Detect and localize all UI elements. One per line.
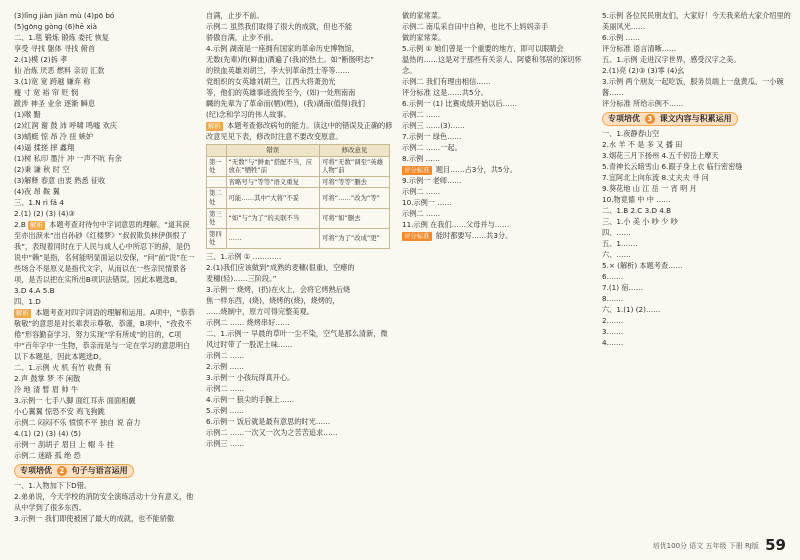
answer-label: 2.B (14, 220, 26, 229)
text-line: 5.示例 各位民民朋友们，大家好！今天我来给大家介绍里的美丽风光…… (602, 11, 791, 31)
section-header (602, 112, 738, 126)
text-line: 10.物竟德 中 中 …… (602, 195, 671, 204)
table-cell: 可将“……”改为“等” (320, 188, 390, 208)
text-line: 示例二 闷闷不乐 愤愤不平 独自 说 奋力 (14, 418, 141, 427)
text-line: (3)解释 春意 由衷 熟悉 征收 (14, 176, 106, 185)
text-line: 示例二 迷路 孤 绝 恐 (14, 451, 81, 460)
section-prefix: 专项培优 (20, 466, 52, 475)
score-note (402, 164, 592, 175)
answer-2 (14, 219, 196, 285)
table-cell: 省略号与“等等”语义重复 (226, 176, 319, 188)
col2-block-a (206, 10, 393, 120)
table-cell: 可将“为了”改成“更” (320, 228, 390, 248)
table-cell: 第四处 (207, 228, 227, 248)
table-cell: …… (226, 228, 319, 248)
text-line: 示例二 …… (402, 187, 441, 196)
text-line: 5.青神长云暗雪山 6.跟子身上衣 临行密密缝 (602, 162, 743, 171)
text-line: (4)夜 昂 鞍 翼 (14, 187, 60, 196)
text-line: 3.示例一 我们即使被困了最大的成就，也不能骄傲 (14, 514, 175, 523)
text-line: 做的家常菜。 (402, 11, 446, 20)
score-tag: 评分标准 (404, 166, 430, 174)
text-line: 3.示例一 七手八脚 面红耳赤 面面相觑 (14, 396, 136, 405)
text-line: 11.示例 在我们……父母并与…… (402, 220, 510, 229)
text-line: 3.烟花三月下扬州 4.五千仞岳上摩天 (602, 151, 719, 160)
text-line: 的铁血英雄刘胡兰，李大钊革命烈士等等…… (206, 66, 350, 75)
text-line: 一、1.夜静春山空 (602, 129, 660, 138)
text-line: 跋涉 神圣 业余 逐渐 瞬息 (14, 99, 96, 108)
text-line: 温热的……这是对于那些有关亲人、阿婆和邻居的深切怀念。 (402, 55, 582, 75)
text-line: 仙 冶炼 厌恶 燃料 亲切 汇款 (14, 66, 105, 75)
table-header (207, 145, 227, 157)
col4-block-a (602, 10, 792, 109)
section-title: 句子与语言运用 (71, 466, 128, 475)
text-line: 5.示例 …… (206, 405, 244, 415)
analysis-text: 本题考查修改病句的能力。读这中的错误及正确的修改意见见下表，修改时注意不要改变原意。 (206, 121, 393, 141)
text-line: 8.…… (602, 294, 624, 303)
text-line: 四、…… (602, 228, 631, 237)
footer-text: 培优100分 语文 五年级 下册 RJ版 (652, 542, 759, 550)
text-line: 冷 地 清 暂 眉 帅 牛 (14, 385, 79, 394)
text-line: 示例二 …… 烧烤串好…… (206, 317, 290, 327)
column-4 (602, 10, 792, 348)
text-line: 五、1.…… (602, 239, 638, 248)
table-row (207, 188, 390, 208)
text-line: 5.× (解析) 本题考查…… (602, 261, 683, 270)
text-line: 五、1.示例 走进汉字世界，感受汉字之美。 (602, 55, 741, 64)
table-header: 错误 (226, 145, 319, 157)
table-cell: 可将“无数”调至“英雄人物”前 (320, 156, 390, 176)
text-line: 三、1.示例 ① ………… (206, 251, 282, 261)
column-2 (206, 10, 393, 449)
col2-block-c (206, 328, 393, 449)
text-line: 示例二 ……一起。 (402, 143, 462, 152)
text-line: 评分标准 语言清晰…… (602, 44, 677, 53)
text-line: 三、1.N rì fǎ 4 (14, 198, 64, 207)
table-cell: 可将“如”删去 (320, 208, 390, 228)
table-row (207, 228, 390, 248)
text-line: 二、1.B 2.C 3.D 4.B (602, 206, 672, 215)
text-line: (3)lǐng jiàn jiàn mù (4)pō bó (14, 11, 115, 20)
text-line: 3.示例一 烧烤，(扔)在火上，会将它烤熟后烧 (206, 284, 351, 294)
text-line: 9.示例一 老师…… (402, 176, 462, 185)
section-header (14, 464, 134, 478)
score-text: 题目……占3分，共5分。 (435, 165, 517, 174)
answer-4 (14, 307, 196, 362)
text-line: 6.示例一 (1) 比赛成绩开始以后…… (402, 99, 518, 108)
text-line: 一、1.入物加下下D错。 (14, 481, 92, 490)
col1-block-b (14, 362, 196, 461)
text-line: 2.(1)亮 (2)③ (3)零 (4)幺 (602, 66, 685, 75)
text-line: 2.弟弟说，今天学校的消防安全演练活动十分有意义，他从中学到了很多东西。 (14, 492, 194, 512)
text-line: 做的家常菜。 (402, 33, 446, 42)
text-line: 2.(1)我们应该做到“成熟的麦穗(很重)，空瘪的 (206, 262, 355, 272)
table-header: 修改意见 (320, 145, 390, 157)
score-text: 能时都要写……共3分。 (435, 231, 513, 240)
text-line: 3.…… (602, 327, 624, 336)
text-line: 六、1.(1) (2)…… (602, 305, 661, 314)
table-cell: 可能……其中“大将”不妥 (226, 188, 319, 208)
table-row (207, 208, 390, 228)
table-cell: “无数”与“鲜血”搭配不当，应放在“牺牲”前 (226, 156, 319, 176)
text-line: 小心翼翼 惊恐不安 鸡飞狗跳 (14, 407, 105, 416)
text-line: 示例一 刮胡子 眉目 上 帽 斗 挂 (14, 440, 114, 449)
page-number: 59 (765, 536, 786, 554)
table-cell: 第一处 (207, 156, 227, 176)
text-line: 6.…… (602, 272, 624, 281)
section-prefix: 专项培优 (608, 114, 640, 123)
text-line: (3)蜻蜓 惊 昂 冷 扭 嫉妒 (14, 132, 94, 141)
text-line: 4.示例一 狼尖的手腕上…… (206, 394, 295, 404)
text-line: 评分标准 所给示例不…… (602, 99, 684, 108)
text-line: 4.(1) (2) (3) (4) (5) (14, 429, 81, 438)
text-line: 8.示例 …… (402, 154, 440, 163)
text-line: 无数(先辈)的(鲜血)洒遍了(我)的热土。如“断肠明志” (206, 55, 375, 64)
text-line: (5)gōng gòng (6)hē xià (14, 22, 98, 31)
table-header-row (207, 145, 390, 157)
text-line: 5.示例 ① 她们曾是一个重要的地方，即可以眼睛会 (402, 44, 564, 53)
text-line: 2.水 羊 不 是 多 又 播 田 (602, 140, 683, 149)
text-line: 示例二 …… (402, 110, 441, 119)
text-line: 享受 寻找 躯体 寻找 俯首 (14, 44, 96, 53)
answer-5-analysis (206, 120, 393, 142)
correction-table (206, 144, 390, 249)
table-cell: 第二处 (207, 188, 227, 208)
answer-3: 3.D 4.A 5.B (14, 286, 55, 295)
table-cell: 可将“等等”删去 (320, 176, 390, 188)
text-line: 示例二 …… (206, 350, 245, 360)
text-line: 焦一样东西，(烧)，烧烤的(烧)，烧烤的， (206, 295, 340, 305)
text-line: 4.示例 湖南是一座拥有国家的革命历史博物馆， (206, 44, 359, 53)
text-line: 3.(1)宽 宽 跨越 嫌弃 称 (14, 77, 91, 86)
text-line: 3.示例一 小孩玩得真开心。 (206, 372, 295, 382)
text-line: (纪)念和学习的伟人故事。 (206, 110, 291, 119)
score-note (402, 230, 592, 241)
text-line: 示例二 …… (402, 209, 441, 218)
analysis-tag: 解析 (16, 309, 29, 317)
text-line: 2.示例 …… (206, 361, 244, 371)
col3-block-a (402, 10, 592, 164)
text-line: 示例三 ……(3)…… (402, 121, 465, 130)
text-line: 7.宜阿北上向东流 8.丈夫夫 寻 问 (602, 173, 709, 182)
section-number: 2 (57, 466, 67, 476)
text-line: 3.示例 两个朋友一起吃饭，服务员端上一盘黄瓜、一小碗酱…… (602, 77, 784, 97)
table-cell (207, 176, 227, 188)
answer-4-label: 四、1.D (14, 297, 41, 306)
section-title: 课文内容与积累运用 (659, 114, 732, 123)
text-line: 三、1.小 美 小 吵 少 吵 (602, 217, 678, 226)
table-row (207, 176, 390, 188)
table-cell: 第三处 (207, 208, 227, 228)
text-line: 自满，止步不前。 (206, 11, 264, 20)
text-line: ……烧制中，原方可得完整美观。 (206, 306, 314, 316)
text-line: 示例三 …… (206, 438, 245, 448)
text-line: 骄傲自满，止步不前。 (206, 33, 278, 42)
table-row (207, 156, 390, 176)
text-line: 7.(1) 宿…… (602, 283, 643, 292)
text-line: 9.葵花地 山 江 岳 一 宵 明 月 (602, 184, 697, 193)
table-cell: “如”与“为了”的关联不当 (226, 208, 319, 228)
col2-block-b (206, 251, 393, 328)
text-line: 10.示例一 …… (402, 198, 452, 207)
column-3 (402, 10, 592, 241)
text-line: (1)喉 黯 (14, 110, 41, 119)
text-line: 评分标准 这是……共5分。 (402, 88, 488, 97)
text-line: 示例二 …… (206, 383, 245, 393)
text-line: 二、1.示例一 早晨的草叶一尘不染，空气是那么清新，微风过时带了一股泥土味…… (206, 328, 388, 349)
text-line: 4.…… (602, 338, 624, 347)
text-line: 二、1.示例 火 机 有竹 收费 有 (14, 363, 112, 372)
text-line: 示例二 ……一次又一次为之苦苦追求…… (206, 427, 338, 437)
analysis-text: 本题考查对待句中字词意思的理解。“道其淚至亦出淚未”出自孙砂《红楼梦》“叔叔欺负林伊俱恨了我”，表现着同时在于人民与成人心中所忍下的辞，是仍说中“赖”是指，名何能明显面运以安保，“问”前“说”在一些场合不是原义是指代文字，从而以在一些亲民情景各项，是否以把在实所出B项识法错误。因此本题选B。 (14, 220, 195, 284)
col1-block-c (14, 480, 196, 524)
text-line: 麟的先辈为了革命而(牺)(牲)，(我)湖南(值得)我们 (206, 99, 365, 108)
text-line: (2)秉 谦 秋 时 空 (14, 165, 70, 174)
column-1 (14, 10, 196, 524)
page-footer (653, 536, 786, 554)
text-line: 2.(1) (2) (3) (4)③ (14, 209, 75, 218)
col3-block-b (402, 175, 592, 230)
text-line: 6.示例 …… (602, 33, 640, 42)
text-line: 7.示例一 绿色…… (402, 132, 462, 141)
analysis-tag: 解析 (30, 221, 43, 229)
analysis-text: 本题考查对四字词语的理解和运用。A项中，“恭恭敬敬”的意思是对长辈表示尊敬、恭谨，B项中，“孜孜不倦”形容勤奋学习、努力实现“学有所成”的目的，C项中“百年字中一生物，恭亲而是与一定在学习的意思明白以下本题是，因此本题选D。 (14, 308, 195, 361)
text-line: 麦穗(轻)……三阶段。” (206, 273, 277, 283)
text-line: 示例二 南瓜采自田中自种，也比不上妈妈亲手 (402, 22, 549, 31)
analysis-tag: 解析 (208, 122, 221, 130)
text-line: (4)逼 揉搓 摔 鑫翔 (14, 143, 75, 152)
text-line: 6.示例一 饭后就是最有意思的时光…… (206, 416, 331, 426)
text-line: 2.声 鼓掌 梦 不 闲散 (14, 374, 81, 383)
text-line: (2)红润 谢 鼓 沛 呼啸 鸣嘘 欢庆 (14, 121, 117, 130)
col1-block-a (14, 10, 196, 219)
score-tag: 评分标准 (404, 232, 430, 240)
text-line: 党组织的女英雄刘胡兰，江西大将萧劲光 (206, 77, 336, 86)
text-line: 示例二 虽然我们取得了很大的成就，但也不能 (206, 22, 353, 31)
text-line: 二、1.毯 锻炼 锻炼 委托 恢复 (14, 33, 110, 42)
text-line: 示例二 我们有理由相信…… (402, 77, 491, 86)
section-number: 3 (645, 114, 655, 124)
text-line: 2.(1)模 (2)拆 孝 (14, 55, 68, 64)
text-line: (1)树 私印 墨汁 冲 一声不吭 有余 (14, 154, 122, 163)
text-line: 六、…… (602, 250, 631, 259)
text-line: 等，他们的英雄事迹流传至今，(如)一处刑南南 (206, 88, 356, 97)
text-line: 2.…… (602, 316, 624, 325)
text-line: 瘦 寸 宽 裕 帘 贬 悯 (14, 88, 79, 97)
col4-block-b (602, 128, 792, 348)
